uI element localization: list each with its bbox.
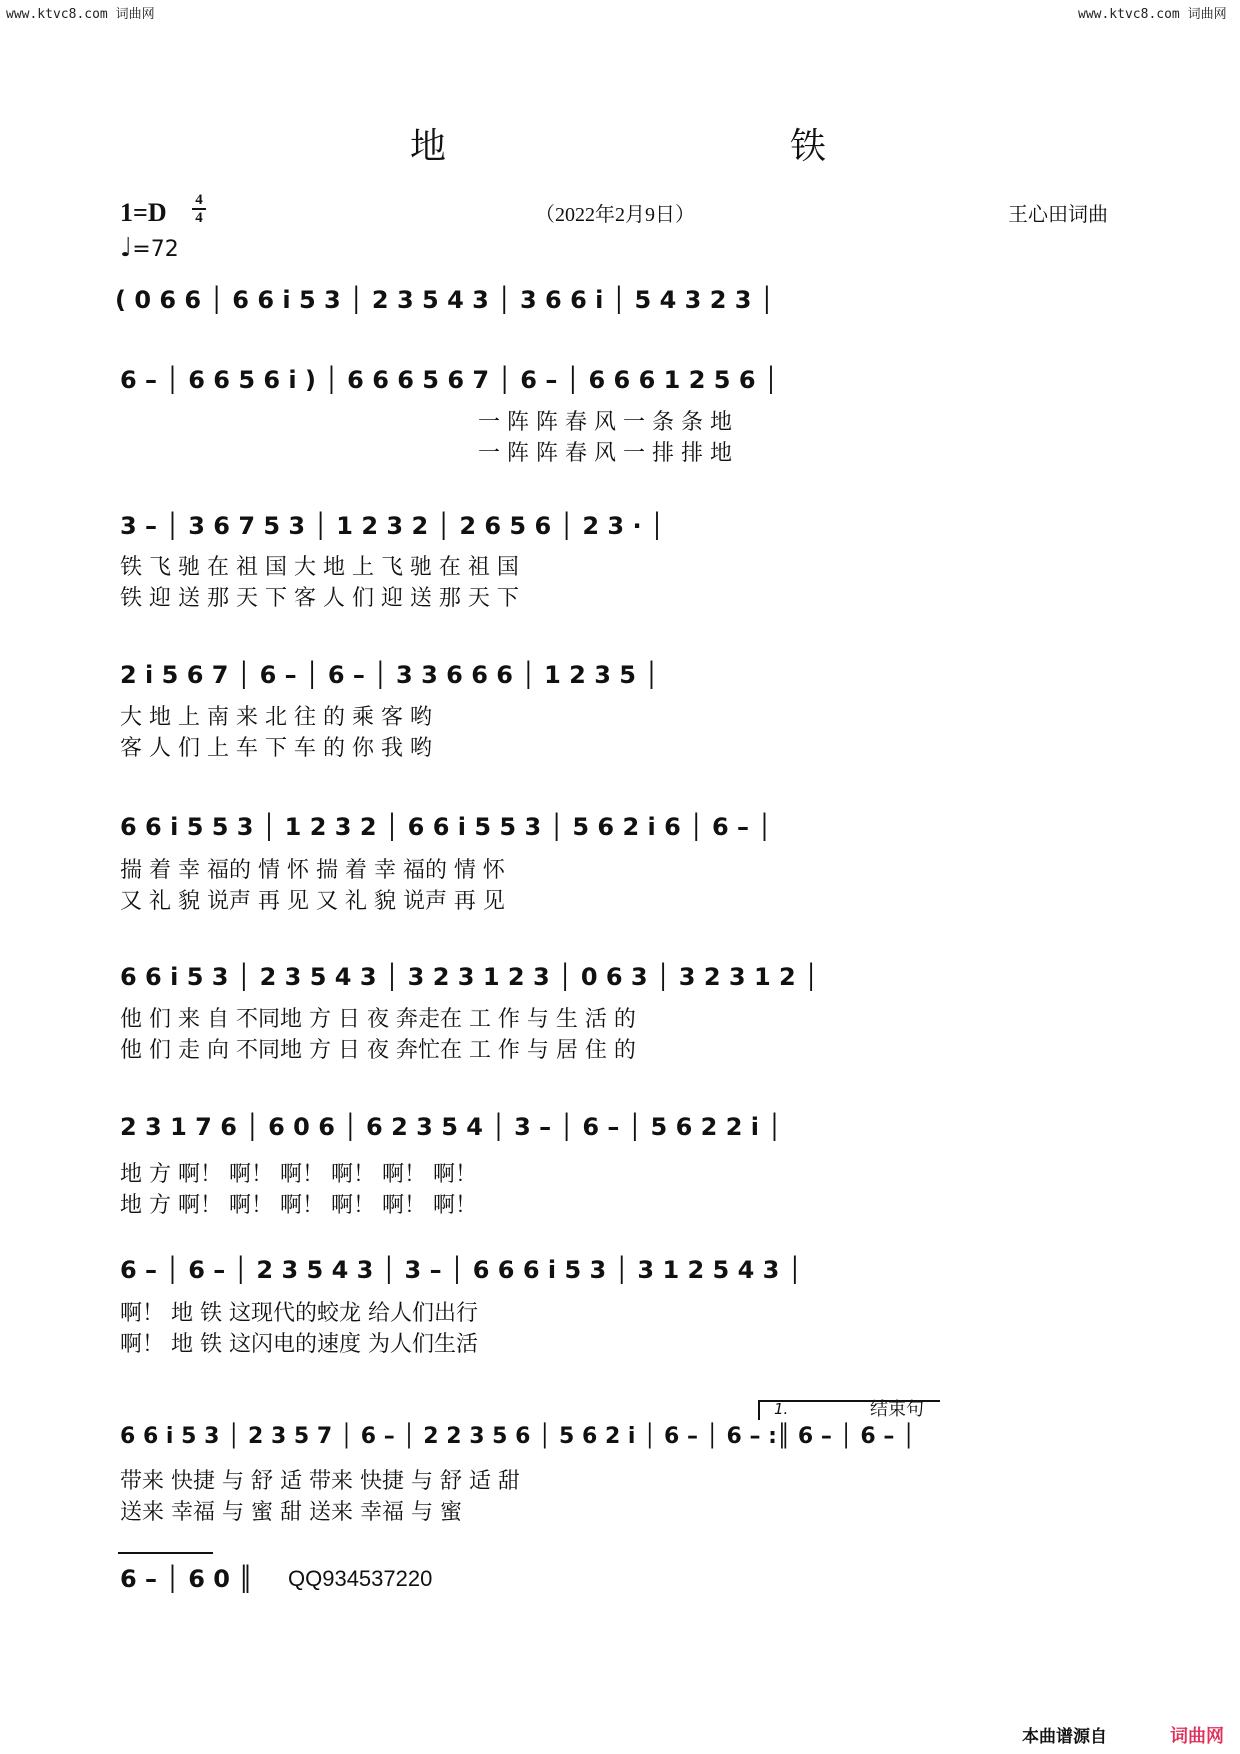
lyrics-row-2-verse-2: 一 阵 阵 春 风 一 排 排 地 bbox=[478, 441, 732, 466]
time-signature-bottom: 4 bbox=[195, 210, 203, 226]
site-watermark-left: www.ktvc8.com 词曲网 bbox=[6, 7, 155, 22]
notation-row-5: 6 6 i 5 5 3 │ 1 2 3 2 │ 6 6 i 5 5 3 │ 5 6 2 i 6 │ 6 – │ bbox=[120, 813, 772, 841]
lyrics-row-8-verse-2: 啊！ 地 铁 这闪电的速度 为人们生活 bbox=[120, 1332, 478, 1357]
notation-row-7: 2 3 1 7 6 │ 6 0 6 │ 6 2 3 5 4 │ 3 – │ 6 – │ 5 6 2 2 i │ bbox=[120, 1113, 782, 1141]
lyrics-row-7-verse-1: 地 方 啊！ 啊！ 啊！ 啊！ 啊！ 啊！ bbox=[120, 1162, 477, 1187]
time-signature-top: 4 bbox=[195, 192, 203, 208]
quarter-note-icon: ♩ bbox=[120, 233, 133, 263]
tie-line bbox=[118, 1552, 213, 1554]
footer-site-logo: 词曲网 bbox=[1170, 1726, 1224, 1747]
composition-date: （2022年2月9日） bbox=[535, 204, 695, 226]
lyricist-composer: 王心田词曲 bbox=[1008, 202, 1108, 226]
lyrics-row-5-verse-2: 又 礼 貌 说声 再 见 又 礼 貌 说声 再 见 bbox=[120, 889, 505, 914]
song-title-part-1: 地 bbox=[410, 126, 447, 167]
qq-contact: QQ934537220 bbox=[288, 1566, 433, 1591]
volta-number: 1. bbox=[774, 1400, 789, 1418]
notation-row-6: 6 6 i 5 3 │ 2 3 5 4 3 │ 3 2 3 1 2 3 │ 0 6 3 │ 3 2 3 1 2 │ bbox=[120, 963, 819, 991]
notation-row-4: 2 i 5 6 7 │ 6 – │ 6 – │ 3 3 6 6 6 │ 1 2 3 5 │ bbox=[120, 661, 659, 689]
key-signature: 1=D bbox=[120, 198, 167, 227]
lyrics-row-5-verse-1: 揣 着 幸 福的 情 怀 揣 着 幸 福的 情 怀 bbox=[120, 858, 505, 883]
lyrics-row-3-verse-1: 铁 飞 驰 在 祖 国 大 地 上 飞 驰 在 祖 国 bbox=[120, 555, 519, 580]
ending-label: 结束句 bbox=[870, 1399, 924, 1420]
song-title-part-2: 铁 bbox=[790, 126, 827, 167]
lyrics-row-3-verse-2: 铁 迎 送 那 天 下 客 人 们 迎 送 那 天 下 bbox=[120, 586, 519, 611]
notation-row-2: 6 – │ 6 6 5 6 i ) │ 6 6 6 5 6 7 │ 6 – │ 6 6 6 1 2 5 6 │ bbox=[120, 366, 779, 394]
lyrics-row-9-verse-2: 送来 幸福 与 蜜 甜 送来 幸福 与 蜜 bbox=[120, 1500, 462, 1525]
notation-row-1: ( 0 6 6 │ 6 6 i 5 3 │ 2 3 5 4 3 │ 3 6 6 i │ 5 4 3 2 3 │ bbox=[115, 286, 775, 314]
lyrics-row-4-verse-2: 客 人 们 上 车 下 车 的 你 我 哟 bbox=[120, 736, 432, 761]
notation-row-3: 3 – │ 3 6 7 5 3 │ 1 2 3 2 │ 2 6 5 6 │ 2 3 · │ bbox=[120, 512, 665, 540]
footer-source-text: 本曲谱源自 bbox=[1022, 1727, 1107, 1747]
lyrics-row-7-verse-2: 地 方 啊！ 啊！ 啊！ 啊！ 啊！ 啊！ bbox=[120, 1193, 477, 1218]
lyrics-row-9-verse-1: 带来 快捷 与 舒 适 带来 快捷 与 舒 适 甜 bbox=[120, 1469, 520, 1494]
lyrics-row-4-verse-1: 大 地 上 南 来 北 往 的 乘 客 哟 bbox=[120, 705, 432, 730]
lyrics-row-6-verse-2: 他 们 走 向 不同地 方 日 夜 奔忙在 工 作 与 居 住 的 bbox=[120, 1038, 636, 1063]
tempo-value: =72 bbox=[132, 237, 179, 262]
tempo-marking bbox=[120, 233, 179, 263]
lyrics-row-6-verse-1: 他 们 来 自 不同地 方 日 夜 奔走在 工 作 与 生 活 的 bbox=[120, 1007, 636, 1032]
time-signature bbox=[192, 192, 206, 226]
site-watermark-right: www.ktvc8.com 词曲网 bbox=[1078, 7, 1227, 22]
lyrics-row-2-verse-1: 一 阵 阵 春 风 一 条 条 地 bbox=[478, 410, 732, 435]
notation-row-10: 6 – │ 6 0 ║ bbox=[120, 1565, 253, 1593]
lyrics-row-8-verse-1: 啊！ 地 铁 这现代的蛟龙 给人们出行 bbox=[120, 1301, 478, 1326]
notation-row-8: 6 – │ 6 – │ 2 3 5 4 3 │ 3 – │ 6 6 6 i 5 3 │ 3 1 2 5 4 3 │ bbox=[120, 1256, 803, 1284]
notation-row-9: 6 6 i 5 3 │ 2 3 5 7 │ 6 – │ 2 2 3 5 6 │ 5 6 2 i │ 6 – │ 6 – :║ 6 – │ 6 – │ bbox=[120, 1424, 916, 1449]
